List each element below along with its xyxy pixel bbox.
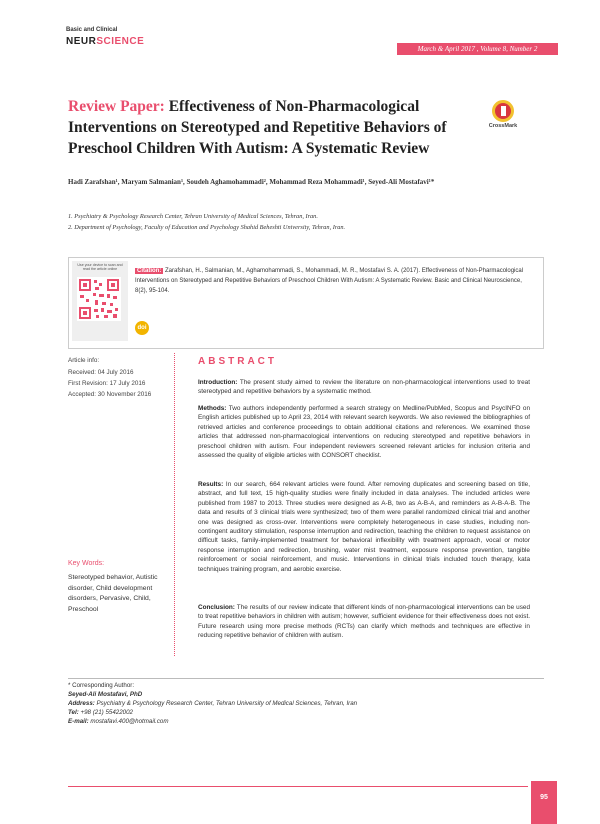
methods-label: Methods: xyxy=(198,405,227,412)
introduction-text: The present study aimed to review the literature on non-pharmacological interventions used to treat stereotyped and repetitive behaviors by a systematic method. xyxy=(198,379,530,396)
email-value[interactable]: mostafavi.400@hotmail.com xyxy=(88,718,169,725)
journal-logo-part1: NEUR xyxy=(66,36,97,47)
address-value: Psychiatry & Psychology Research Center, Tehran University of Medical Sciences, Tehran, Iran xyxy=(94,700,358,707)
citation-text xyxy=(135,266,535,296)
address-label: Address: xyxy=(68,700,95,707)
keywords-heading: Key Words: xyxy=(68,560,105,567)
crossmark-icon xyxy=(492,100,514,122)
crossmark-badge[interactable] xyxy=(486,100,520,129)
crossmark-label: CrossMark xyxy=(488,123,518,129)
keywords-list: Stereotyped behavior, Autistic disorder, Child development disorders, Pervasive, Child, Preschool xyxy=(68,574,158,613)
abstract-introduction xyxy=(198,378,530,397)
journal-name-top: Basic and Clinical xyxy=(66,27,118,33)
article-info-heading: Article info: xyxy=(68,357,100,364)
author-list: Hadi Zarafshan¹, Maryam Salmanian¹, Soudeh Aghamohammadi², Mohammad Reza Mohammadi¹, Seyed-Ali Mostafavi¹* xyxy=(68,178,435,186)
corresponding-author-block xyxy=(68,681,357,726)
received-date: Received: 04 July 2016 xyxy=(68,369,134,376)
corresponding-heading: * Corresponding Author: xyxy=(68,682,135,689)
article-title xyxy=(68,96,478,159)
abstract-methods xyxy=(198,404,530,460)
accepted-date: Accepted: 30 November 2016 xyxy=(68,391,152,398)
qr-caption: Use your device to scan and read the article online xyxy=(77,263,123,271)
footnote-divider xyxy=(68,678,544,679)
doi-icon[interactable]: doi xyxy=(135,321,149,335)
conclusion-text: The results of our review indicate that different kinds of non-pharmacological interventions can be used to treat repetitive behaviors in children with autism; however, sufficient evidence for their effectiveness does not exist. Future research using more precise methods (RCTs) can clarify which methods and techniques are effective in reducing repetitive behavior of children with autism. xyxy=(198,604,530,640)
issue-banner: March & April 2017 , Volume 8, Number 2 xyxy=(397,43,558,55)
first-revision-date: First Revision: 17 July 2016 xyxy=(68,380,146,387)
journal-logo xyxy=(66,36,144,47)
results-text: In our search, 664 relevant articles were found. After removing duplicates and screening based on title, abstract, and full text, 15 high-quality studies were finally included in data analyses. The included articles were published from 1987 to 2013. Three studies were designed as A-B, two as A-B-A, and reminders as A-B-A-B. The data and results of 3 clinical trials were synthesized; two of them were parallel randomized clinical trial and another one was designed as cross-over. Interventions were completely heterogeneous in case studies, including non-contingent auditory stimulation, response interruption and redirection, teaching the children to request assistance on difficult tasks, family-implemented treatment for behavioral inflexibility with treatment approach, vocal or motor response interruption and redirection, brushing, water mist treatment, exposure response prevention, tangible reinforcement or social reinforcement, and music. Interventions in clinical trials included touch therapy, kata techniques training program, and aerobic exercise. xyxy=(198,481,530,573)
title-main: Effectiveness of Non-Pharmacological Interventions on Stereotyped and Repetitive Behaviors of Preschool Children With Autism: A Systematic Review xyxy=(68,98,447,157)
abstract-heading: ABSTRACT xyxy=(198,356,277,367)
qr-code-icon[interactable] xyxy=(77,277,121,321)
corresponding-name: Seyed-Ali Mostafavi, PhD xyxy=(68,691,143,698)
introduction-label: Introduction: xyxy=(198,379,238,386)
page-number: 95 xyxy=(531,781,557,824)
title-prefix: Review Paper: xyxy=(68,98,165,115)
tel-label: Tel: xyxy=(68,709,79,716)
results-label: Results: xyxy=(198,481,224,488)
footer-line xyxy=(68,786,528,787)
citation-label: Citation: xyxy=(137,268,162,274)
citation-body: Zarafshan, H., Salmanian, M., Aghamohammadi, S., Mohammadi, M. R., Mostafavi S. A. (2017). Effectiveness of Non-Pharmacological Interventions on Stereotyped and Repetitive Behaviors of Preschool Children With Autism: A Systematic Review. Basic and Clinical Neuroscience, 8(2), 95-104. xyxy=(135,268,524,294)
abstract-results xyxy=(198,480,530,574)
abstract-conclusion xyxy=(198,603,530,641)
affiliation-2: 2. Department of Psychology, Faculty of Education and Psychology Shahid Beheshti University, Tehran, Iran. xyxy=(68,224,346,231)
tel-value: +98 (21) 55422002 xyxy=(78,709,133,716)
conclusion-label: Conclusion: xyxy=(198,604,235,611)
affiliation-1: 1. Psychiatry & Psychology Research Center, Tehran University of Medical Sciences, Tehran, Iran. xyxy=(68,213,318,220)
column-divider xyxy=(174,353,175,656)
methods-text: Two authors independently performed a search strategy on Medline/PubMed, Scopus and PsycINFO on English articles published up to April 23, 2014 with relevant search keywords. We also reviewed the bibliographies of retrieved articles and conference proceedings to obtain additional citations and references. We examined those articles that addressed non-pharmacological interventions on reducing stereotyped and repetitive behaviors in preschool children with autism. Four independent reviewers screened relevant articles for inclusion criteria and assessed the quality of eligible articles with CONSORT checklist. xyxy=(198,405,530,460)
journal-logo-part2: SCIENCE xyxy=(96,36,145,47)
email-label: E-mail: xyxy=(68,718,89,725)
